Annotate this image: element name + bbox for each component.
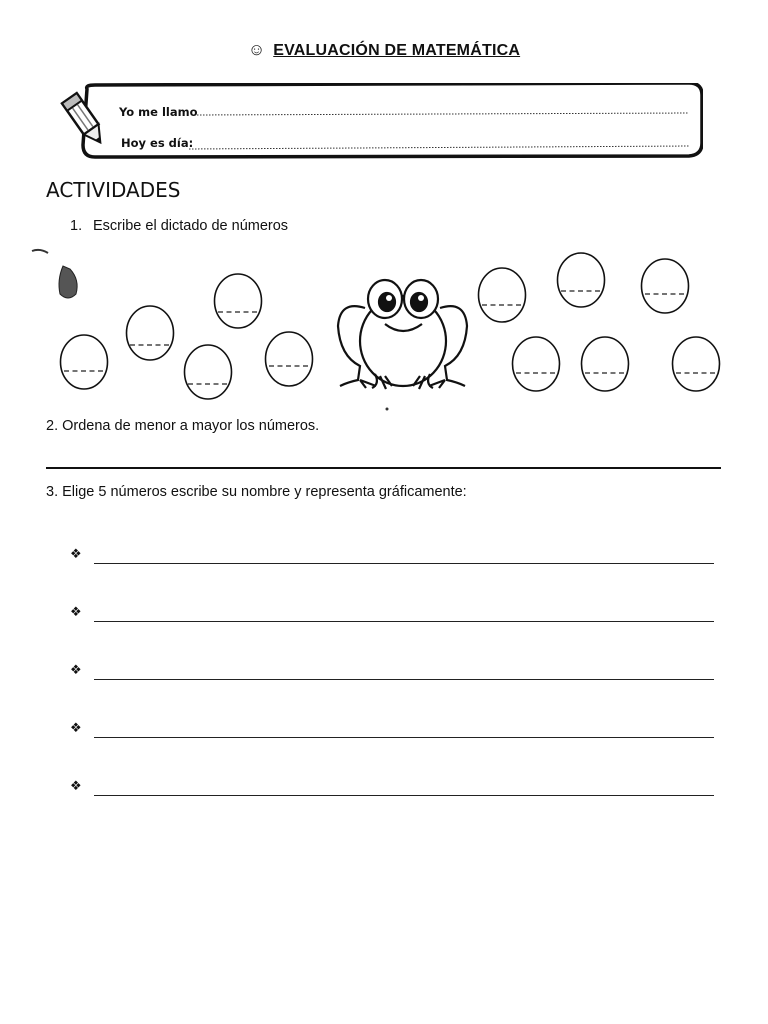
diamond-bullet-icon: ❖ xyxy=(70,604,82,619)
frog-icon xyxy=(338,280,467,389)
title-text: EVALUACIÓN DE MATEMÁTICA xyxy=(273,42,521,59)
day-label: Hoy es día: xyxy=(121,136,194,150)
frog-eggs-drawing xyxy=(30,246,730,416)
activity-item-2: 2. Ordena de menor a mayor los números. xyxy=(46,418,320,434)
egg-circle xyxy=(266,332,313,386)
leaf-icon xyxy=(59,266,77,298)
item-number: 1. xyxy=(70,218,83,234)
dictation-illustration xyxy=(30,246,730,416)
egg-circle xyxy=(642,259,689,313)
egg-circle xyxy=(479,268,526,322)
egg-circle xyxy=(127,306,174,360)
student-info-box xyxy=(77,83,703,159)
answer-line[interactable] xyxy=(94,737,714,738)
diamond-bullet-icon: ❖ xyxy=(70,720,82,735)
diamond-bullet-icon: ❖ xyxy=(70,662,82,677)
item-text: Escribe el dictado de números xyxy=(93,218,289,234)
diamond-bullet-icon: ❖ xyxy=(70,778,82,793)
answer-line[interactable] xyxy=(46,467,721,469)
answer-bullet-row[interactable] xyxy=(70,660,714,682)
answer-line[interactable] xyxy=(94,563,714,564)
page-title xyxy=(0,40,768,60)
activity-item-1 xyxy=(70,218,288,234)
egg-circle xyxy=(582,337,629,391)
answer-bullet-row[interactable] xyxy=(70,544,714,566)
egg-circle xyxy=(558,253,605,307)
answer-bullet-row[interactable] xyxy=(70,602,714,624)
name-label: Yo me llamo xyxy=(119,105,198,119)
activity-item-3: 3. Elige 5 números escribe su nombre y representa gráficamente: xyxy=(46,484,467,500)
egg-circle xyxy=(513,337,560,391)
egg-circle xyxy=(61,335,108,389)
egg-circle xyxy=(673,337,720,391)
egg-circle xyxy=(185,345,232,399)
answer-line[interactable] xyxy=(94,679,714,680)
answer-line[interactable] xyxy=(94,795,714,796)
smiley-icon: ☺ xyxy=(247,40,266,59)
egg-circle xyxy=(215,274,262,328)
section-heading: ACTIVIDADES xyxy=(46,178,181,202)
diamond-bullet-icon: ❖ xyxy=(70,546,82,561)
answer-bullet-row[interactable] xyxy=(70,776,714,798)
answer-bullet-row[interactable] xyxy=(70,718,714,740)
pencil-icon xyxy=(57,89,115,155)
answer-line[interactable] xyxy=(94,621,714,622)
